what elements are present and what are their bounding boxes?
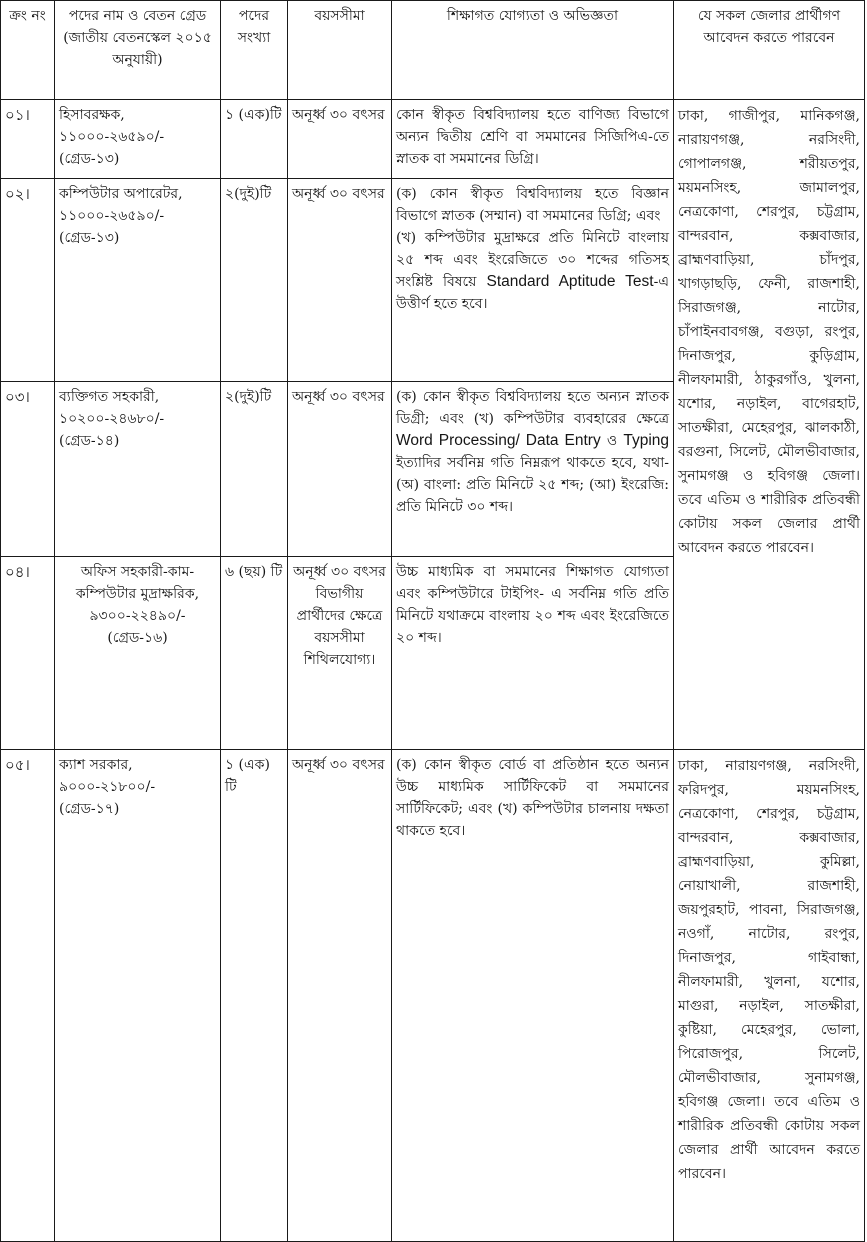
- post-cell: ব্যক্তিগত সহকারী, ১০২০০-২৪৬৮০/- (গ্রেড-১৪): [55, 382, 221, 557]
- post-cell: ক্যাশ সরকার, ৯০০০-২১৮০০/- (গ্রেড-১৭): [55, 750, 221, 1242]
- districts-quota-note: তবে এতিম ও শারীরিক প্রতিবন্ধী কোটায় সকল জেলার প্রার্থী আবেদন করতে পারবেন।: [678, 492, 860, 556]
- districts-cell-group2: ঢাকা, নারায়ণগঞ্জ, নরসিংদী, ফরিদপুর, ময়মনসিংহ, নেত্রকোণা, শেরপুর, চট্টগ্রাম, বান্দরবান, কক্সবাজার, ব্রাহ্মণবাড়িয়া, কুমিল্লা, নোয়াখালী, রাজশাহী, জয়পুরহাট, পাবনা, সিরাজগঞ্জ, নওগাঁ, নাটোর, রংপুর, দিনাজপুর, গাইবান্ধা, নীলফামারী, খুলনা, যশোর, মাগুরা, নড়াইল, সাতক্ষীরা, কুষ্টিয়া, মেহেরপুর, ভোলা, পিরোজপুর, সিলেট, মৌলভীবাজার, সুনামগঞ্জ, হবিগঞ্জ জেলা। তবে এতিম ও শারীরিক প্রতিবন্ধী কোটায় সকল জেলার প্রার্থী আবেদন করতে পারবেন।: [674, 750, 865, 1242]
- count-cell: ৬ (ছয়) টি: [221, 557, 288, 750]
- serial-cell: ০৫।: [1, 750, 55, 1242]
- districts-list: ঢাকা, গাজীপুর, মানিকগঞ্জ, নারায়ণগঞ্জ, নরসিংদী, গোপালগঞ্জ, শরীয়তপুর, ময়মনসিংহ, জামালপুর, নেত্রকোণা, শেরপুর, চট্টগ্রাম, বান্দরবান, কক্সবাজার, ব্রাহ্মণবাড়িয়া, চাঁদপুর, খাগড়াছড়ি, ফেনী, রাজশাহী, সিরাজগঞ্জ, নাটোর, চাঁপাইনবাবগঞ্জ, বগুড়া, রংপুর, দিনাজপুর, কুড়িগ্রাম, নীলফামারী, ঠাকুরগাঁও, খুলনা, যশোর, নড়াইল, বাগেরহাট, সাতক্ষীরা, মেহেরপুর, ঝালকাঠী, বরগুনা, সিলেট, মৌলভীবাজার, সুনামগঞ্জ ও হবিগঞ্জ জেলা।: [678, 108, 860, 484]
- serial-cell: ০৪।: [1, 557, 55, 750]
- districts-cell-group1: [674, 100, 865, 750]
- qualification-part-a: (ক) কোন স্বীকৃত বিশ্ববিদ্যালয় হতে বিজ্ঞান বিভাগে স্নাতক (সম্মান) বা সমমানের ডিগ্রি; এবং: [396, 186, 669, 224]
- qualification-part1: (ক) কোন স্বীকৃত বিশ্ববিদ্যালয় হতে অন্যন স্নাতক ডিগ্রী; এবং (খ) কম্পিউটার ব্যবহারের ক্ষেত্রে: [396, 389, 669, 427]
- header-age-limit: বয়সসীমা: [288, 1, 392, 100]
- qualification-cell: উচ্চ মাধ্যমিক বা সমমানের শিক্ষাগত যোগ্যতা এবং কম্পিউটারে টাইপিং- এ সর্বনিম্ন গতি প্রতি মিনিটে যথাক্রমে বাংলায় ২০ শব্দ এবং ইংরেজিতে ২০ শব্দ।: [392, 557, 674, 750]
- age-cell: অনূর্ধ্ব ৩০ বৎসর: [288, 750, 392, 1242]
- age-cell: অনূর্ধ্ব ৩০ বৎসর বিভাগীয় প্রার্থীদের ক্ষেত্রে বয়সসীমা শিথিলযোগ্য।: [288, 557, 392, 750]
- serial-cell: ০২।: [1, 179, 55, 382]
- header-eligible-districts: যে সকল জেলার প্রার্থীগণ আবেদন করতে পারবেন: [674, 1, 865, 100]
- header-post-grade: পদের নাম ও বেতন গ্রেড (জাতীয় বেতনস্কেল ২০১৫ অনুযায়ী): [55, 1, 221, 100]
- qualification-skill-2: Typing: [623, 432, 670, 449]
- qualification-skill-1: Word Processing/ Data Entry: [396, 432, 601, 449]
- post-cell: হিসাবরক্ষক, ১১০০০-২৬৫৯০/- (গ্রেড-১৩): [55, 100, 221, 179]
- qualification-cell: কোন স্বীকৃত বিশ্ববিদ্যালয় হতে বাণিজ্য বিভাগে অন্যন দ্বিতীয় শ্রেণি বা সমমানের সিজিপিএ-তে স্নাতক বা সমমানের ডিগ্রি।: [392, 100, 674, 179]
- table-row: [1, 750, 865, 1242]
- age-cell: অনূর্ধ্ব ৩০ বৎসর: [288, 100, 392, 179]
- qualification-cell: (ক) কোন স্বীকৃত বোর্ড বা প্রতিষ্ঠান হতে অন্যন উচ্চ মাধ্যমিক সার্টিফিকেট বা সমমানের সার্টিফিকেট; এবং (খ) কম্পিউটার চালনায় দক্ষতা থাকতে হবে।: [392, 750, 674, 1242]
- header-post-count: পদের সংখ্যা: [221, 1, 288, 100]
- qualification-part3: ইত্যাদির সর্বনিম্ন গতি নিম্নরূপ থাকতে হবে, যথা- (অ) বাংলা: প্রতি মিনিটে ২৫ শব্দ; (আ) ইংরেজি: প্রতি মিনিটে ৩০ শব্দ।: [396, 455, 669, 515]
- serial-cell: ০৩।: [1, 382, 55, 557]
- qualification-part-b: (খ) কম্পিউটার মুদ্রাক্ষরে প্রতি মিনিটে বাংলায় ২৫ শব্দ এবং ইংরেজিতে ৩০ শব্দের গতিসহ সংশ্লিষ্ট বিষয়ে: [396, 230, 669, 290]
- qualification-cell: [392, 382, 674, 557]
- age-cell: অনূর্ধ্ব ৩০ বৎসর: [288, 382, 392, 557]
- table-row: [1, 100, 865, 179]
- age-cell: অনূর্ধ্ব ৩০ বৎসর: [288, 179, 392, 382]
- qualification-part2: ও: [606, 433, 618, 449]
- header-serial: ক্রং নং: [1, 1, 55, 100]
- serial-cell: ০১।: [1, 100, 55, 179]
- table-header-row: [1, 1, 865, 100]
- qualification-test-name: Standard Aptitude Test: [486, 273, 654, 290]
- count-cell: ২(দুই)টি: [221, 382, 288, 557]
- qualification-cell: [392, 179, 674, 382]
- qualification-part-b-tail: -এ উত্তীর্ণ হতে হবে।: [396, 274, 669, 312]
- post-cell: কম্পিউটার অপারেটর, ১১০০০-২৬৫৯০/- (গ্রেড-১৩): [55, 179, 221, 382]
- count-cell: ১ (এক) টি: [221, 750, 288, 1242]
- post-cell: অফিস সহকারী-কাম-কম্পিউটার মুদ্রাক্ষরিক, ৯৩০০-২২৪৯০/- (গ্রেড-১৬): [55, 557, 221, 750]
- header-qualification: শিক্ষাগত যোগ্যতা ও অভিজ্ঞতা: [392, 1, 674, 100]
- count-cell: ২(দুই)টি: [221, 179, 288, 382]
- count-cell: ১ (এক)টি: [221, 100, 288, 179]
